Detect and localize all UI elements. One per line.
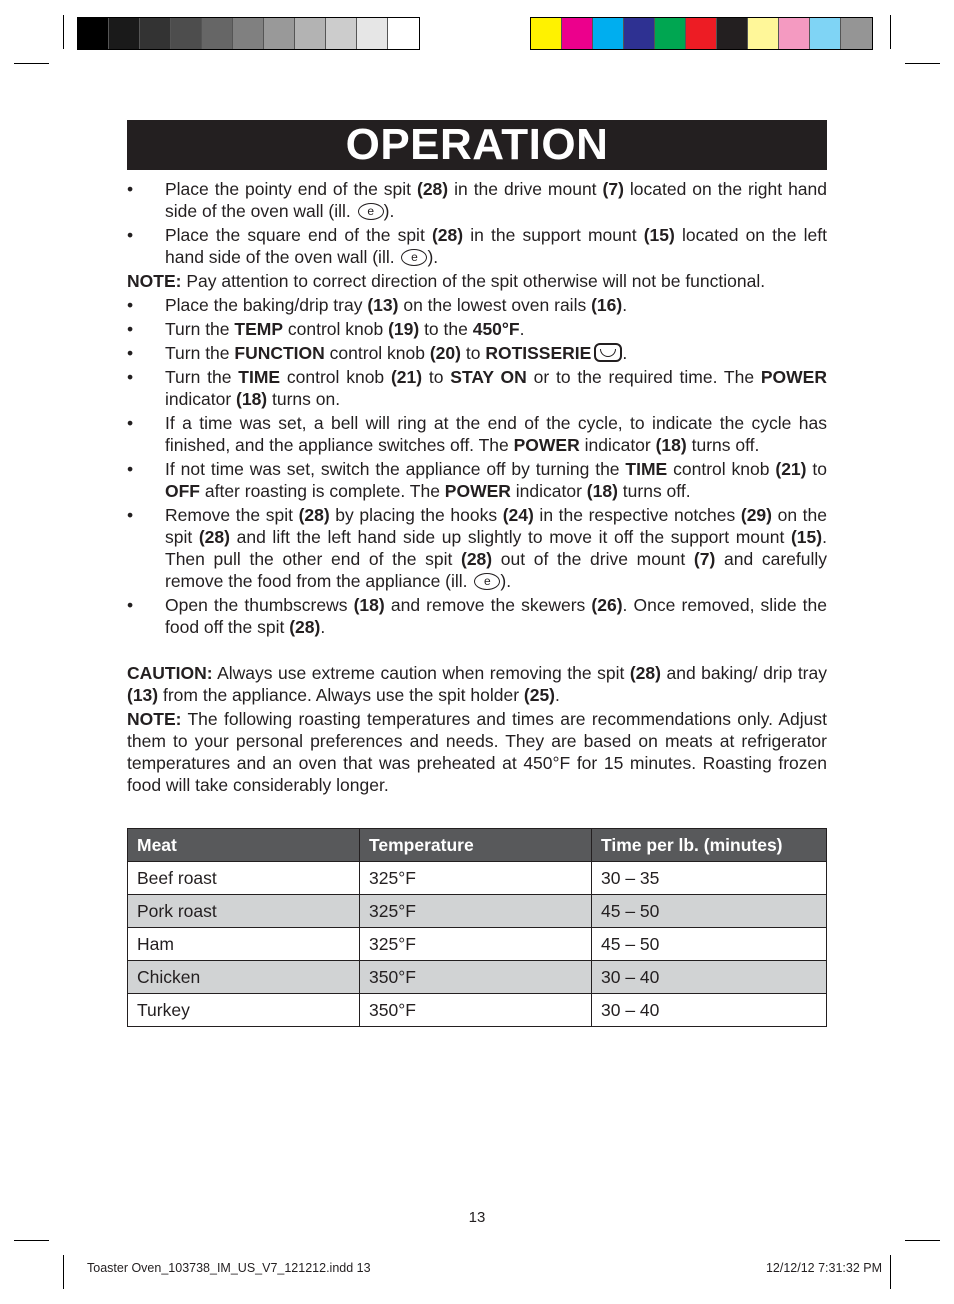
- bold-text: (18): [236, 389, 268, 409]
- text-run: Open the thumbscrews: [165, 595, 354, 615]
- text-run: indicator: [165, 389, 237, 409]
- table-body: [128, 862, 827, 1027]
- bold-text: (19): [388, 319, 420, 339]
- text-run: after roasting is complete. The: [200, 481, 445, 501]
- list-item: [127, 458, 827, 502]
- color-swatch: [562, 18, 593, 49]
- color-swatch: [779, 18, 810, 49]
- text-run: ).: [427, 247, 439, 267]
- crop-mark: [14, 1240, 49, 1241]
- text-run: or to the required time. The: [526, 367, 761, 387]
- text-run: turns off.: [617, 481, 691, 501]
- bold-text: TIME: [238, 367, 281, 387]
- roasting-note-paragraph: [127, 708, 827, 796]
- color-swatch: [593, 18, 624, 49]
- text-run: Remove the spit: [165, 505, 299, 525]
- crop-mark: [905, 63, 940, 64]
- table-cell: 325°F: [360, 895, 592, 928]
- bold-text: (24): [502, 505, 534, 525]
- page-number: 13: [468, 1209, 486, 1226]
- text-run: and carefully remove the food from the appliance (ill.: [165, 549, 827, 591]
- spit-mounting-steps: [127, 178, 827, 268]
- text-run: control knob: [283, 319, 389, 339]
- text-run: and lift the left hand side up slightly to move it off the support mount: [229, 527, 791, 547]
- caution-paragraph: [127, 662, 827, 706]
- table-cell: 45 – 50: [592, 895, 827, 928]
- text-run: in the respective notches: [533, 505, 741, 525]
- bullet-icon: •: [127, 343, 134, 363]
- color-swatch: [686, 18, 717, 49]
- text-run: . Once removed, slide the food off the spit: [165, 595, 828, 637]
- color-swatch: [326, 18, 357, 49]
- illustration-ref-icon: e: [474, 573, 500, 590]
- table-cell: Beef roast: [128, 862, 360, 895]
- crop-mark: [905, 1240, 940, 1241]
- text-run: .: [519, 319, 525, 339]
- bullet-icon: •: [127, 295, 134, 315]
- bold-text: ROTISSERIE: [485, 343, 592, 363]
- color-swatch: [748, 18, 779, 49]
- bold-text: (16): [591, 295, 623, 315]
- text-run: to: [422, 367, 451, 387]
- bold-text: OFF: [165, 481, 200, 501]
- color-swatch: [295, 18, 326, 49]
- text-run: Always use extreme caution when removing the spit: [212, 663, 630, 683]
- bullet-icon: •: [127, 459, 134, 479]
- color-swatch: [357, 18, 388, 49]
- bold-text: 450°F: [472, 319, 520, 339]
- table-cell: Ham: [128, 928, 360, 961]
- column-header-time: Time per lb. (minutes): [592, 829, 827, 862]
- table-cell: 30 – 40: [592, 994, 827, 1027]
- list-item: [127, 178, 827, 222]
- text-run: If a time was set, a bell will ring at the end of the cycle, to indicate the cycle has finished, and the appliance switches off. The: [165, 413, 827, 455]
- table-cell: 30 – 40: [592, 961, 827, 994]
- grayscale-color-bar: [77, 17, 420, 50]
- table-cell: 30 – 35: [592, 862, 827, 895]
- text-run: .: [622, 343, 628, 363]
- text-run: control knob: [280, 367, 391, 387]
- bold-text: (18): [353, 595, 385, 615]
- bold-text: FUNCTION: [234, 343, 325, 363]
- bold-text: (18): [655, 435, 687, 455]
- list-item: [127, 366, 827, 410]
- bullet-icon: •: [127, 505, 134, 525]
- table-row: [128, 961, 827, 994]
- table-cell: 350°F: [360, 961, 592, 994]
- bold-text: (15): [643, 225, 675, 245]
- list-item: [127, 342, 827, 364]
- color-swatch: [78, 18, 109, 49]
- table-row: [128, 895, 827, 928]
- list-item: [127, 318, 827, 340]
- text-run: located on the right hand side of the oven wall (ill.: [165, 179, 827, 221]
- bold-text: (28): [198, 527, 230, 547]
- list-item: [127, 504, 827, 592]
- crop-mark: [63, 15, 64, 49]
- text-run: Turn the: [165, 343, 235, 363]
- bullet-icon: •: [127, 595, 134, 615]
- text-run: and remove the skewers: [384, 595, 592, 615]
- text-run: to: [460, 343, 486, 363]
- color-swatch: [171, 18, 202, 49]
- color-swatch: [233, 18, 264, 49]
- text-run: by placing the hooks: [329, 505, 503, 525]
- bold-text: NOTE:: [127, 271, 182, 291]
- text-run: Place the pointy end of the spit: [165, 179, 417, 199]
- text-run: on the spit: [165, 505, 828, 547]
- bold-text: NOTE:: [127, 709, 182, 729]
- bold-text: (13): [367, 295, 399, 315]
- bold-text: (15): [790, 527, 823, 547]
- bold-text: (28): [289, 617, 321, 637]
- color-swatch: [264, 18, 295, 49]
- color-swatch: [202, 18, 233, 49]
- bold-text: (28): [629, 663, 661, 683]
- table-row: [128, 928, 827, 961]
- bullet-icon: •: [127, 225, 134, 245]
- text-run: control knob: [324, 343, 430, 363]
- text-run: Place the baking/drip tray: [165, 295, 368, 315]
- bold-text: (29): [740, 505, 772, 525]
- color-swatch: [810, 18, 841, 49]
- text-run: indicator: [579, 435, 656, 455]
- table-cell: 325°F: [360, 928, 592, 961]
- table-cell: 45 – 50: [592, 928, 827, 961]
- bold-text: (7): [693, 549, 716, 569]
- color-swatch: [109, 18, 140, 49]
- bullet-icon: •: [127, 413, 134, 433]
- table-cell: 325°F: [360, 862, 592, 895]
- bold-text: (21): [775, 459, 807, 479]
- color-swatch: [624, 18, 655, 49]
- column-header-temperature: Temperature: [360, 829, 592, 862]
- text-run: .: [622, 295, 628, 315]
- color-swatch: [531, 18, 562, 49]
- illustration-ref-icon: e: [401, 249, 427, 266]
- spacer: [127, 640, 827, 662]
- text-run: from the appliance. Always use the spit holder: [158, 685, 524, 705]
- color-swatch: [140, 18, 171, 49]
- crop-mark: [890, 1255, 891, 1289]
- list-item: [127, 412, 827, 456]
- operation-instructions: [127, 178, 827, 798]
- illustration-ref-icon: e: [358, 203, 384, 220]
- text-run: . Then pull the other end of the spit: [165, 527, 827, 569]
- table-row: [128, 862, 827, 895]
- text-run: turns on.: [267, 389, 341, 409]
- color-swatch: [717, 18, 748, 49]
- list-item: [127, 294, 827, 316]
- note-paragraph: [127, 270, 827, 292]
- table-row: [128, 994, 827, 1027]
- table-cell: 350°F: [360, 994, 592, 1027]
- list-item: [127, 594, 827, 638]
- text-run: and baking/ drip tray: [660, 663, 827, 683]
- text-run: ).: [383, 201, 395, 221]
- color-swatch: [388, 18, 419, 49]
- column-header-meat: Meat: [128, 829, 360, 862]
- table-cell: Chicken: [128, 961, 360, 994]
- text-run: The following roasting temperatures and times are recommendations only. Adjust them to your personal preferences and needs. They are based on meats at refrigerator temperatures and an oven that was preheated at 450°F for 15 minutes. Roasting frozen food will take considerably longer.: [127, 709, 827, 795]
- text-run: Turn the: [165, 367, 239, 387]
- table-cell: Turkey: [128, 994, 360, 1027]
- text-run: .: [320, 617, 326, 637]
- bullet-icon: •: [127, 367, 134, 387]
- crop-mark: [63, 1255, 64, 1289]
- page-title: OPERATION: [127, 120, 827, 170]
- text-run: turns off.: [686, 435, 760, 455]
- text-run: on the lowest oven rails: [398, 295, 592, 315]
- bold-text: POWER: [760, 367, 827, 387]
- rotisserie-icon: [594, 343, 622, 362]
- table-cell: Pork roast: [128, 895, 360, 928]
- bold-text: (26): [591, 595, 623, 615]
- text-run: indicator: [510, 481, 587, 501]
- text-run: Turn the: [165, 319, 235, 339]
- text-run: in the support mount: [463, 225, 644, 245]
- text-run: control knob: [667, 459, 776, 479]
- color-swatch: [841, 18, 872, 49]
- bold-text: (28): [298, 505, 330, 525]
- rotisserie-steps: [127, 294, 827, 638]
- bullet-icon: •: [127, 179, 134, 199]
- bold-text: TEMP: [234, 319, 284, 339]
- text-run: .: [555, 685, 560, 705]
- bold-text: (28): [431, 225, 464, 245]
- roasting-table: [127, 828, 827, 1027]
- bold-text: CAUTION:: [127, 663, 213, 683]
- bold-text: (18): [586, 481, 618, 501]
- text-run: to the: [419, 319, 473, 339]
- bold-text: STAY ON: [450, 367, 527, 387]
- text-run: Place the square end of the spit: [165, 225, 432, 245]
- bold-text: (7): [602, 179, 624, 199]
- bold-text: (13): [127, 685, 159, 705]
- text-run: to: [806, 459, 827, 479]
- text-run: out of the drive mount: [492, 549, 694, 569]
- bold-text: (28): [417, 179, 449, 199]
- crop-mark: [14, 63, 49, 64]
- list-item: [127, 224, 827, 268]
- bold-text: (28): [461, 549, 493, 569]
- bullet-icon: •: [127, 319, 134, 339]
- bold-text: POWER: [513, 435, 580, 455]
- crop-mark: [890, 15, 891, 49]
- text-run: ).: [500, 571, 512, 591]
- text-run: If not time was set, switch the appliance off by turning the: [165, 459, 626, 479]
- process-color-bar: [530, 17, 873, 50]
- bold-text: (21): [390, 367, 423, 387]
- text-run: Pay attention to correct direction of the spit otherwise will not be functional.: [181, 271, 766, 291]
- footer-filename: Toaster Oven_103738_IM_US_V7_121212.indd 13: [87, 1261, 371, 1275]
- color-swatch: [655, 18, 686, 49]
- text-run: located on the left hand side of the oven wall (ill.: [165, 225, 827, 267]
- table-header-row: [128, 829, 827, 862]
- bold-text: (20): [429, 343, 461, 363]
- bold-text: TIME: [625, 459, 668, 479]
- bold-text: (25): [523, 685, 556, 705]
- text-run: in the drive mount: [448, 179, 603, 199]
- footer-timestamp: 12/12/12 7:31:32 PM: [765, 1261, 882, 1275]
- bold-text: POWER: [444, 481, 511, 501]
